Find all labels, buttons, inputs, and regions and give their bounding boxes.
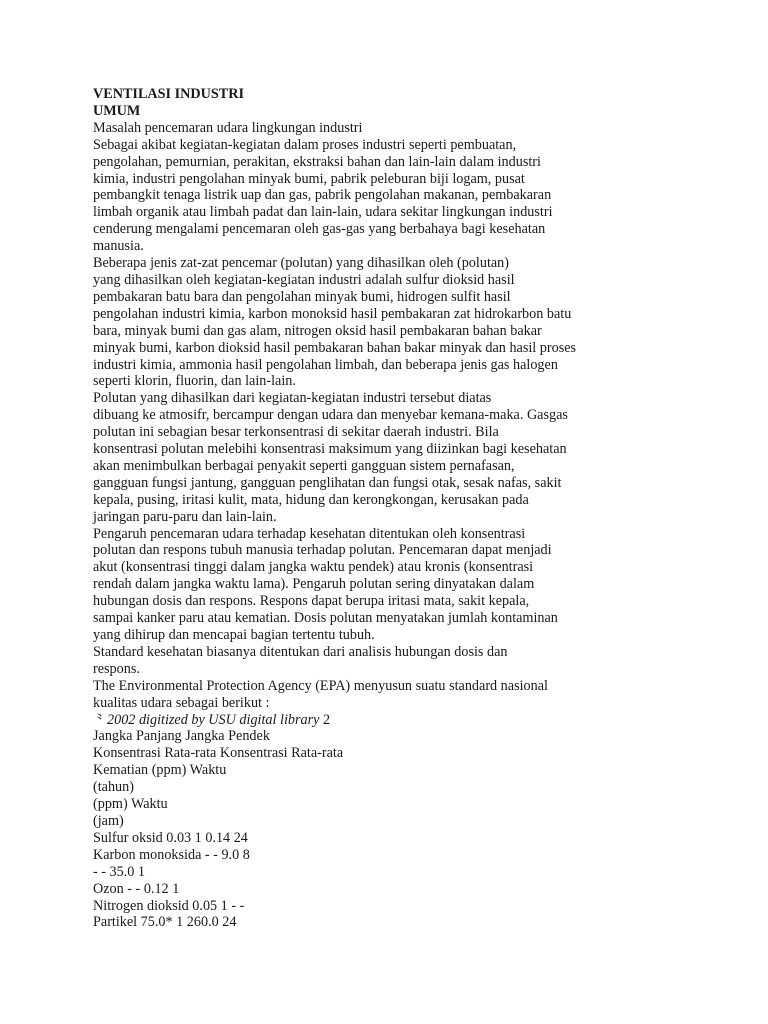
text-line: The Environmental Protection Agency (EPA) menyusun suatu standard nasional <box>93 677 548 694</box>
table-line: Konsentrasi Rata-rata Konsentrasi Rata-rata <box>93 745 344 762</box>
text-line: gangguan fungsi jantung, gangguan penglihatan dan fungsi otak, sesak nafas, sakit <box>93 474 562 491</box>
text-line: Sebagai akibat kegiatan-kegiatan dalam proses industri seperti pembuatan, <box>93 136 517 153</box>
text-line: limbah organik atau limbah padat dan lain-lain, udara sekitar lingkungan industri <box>93 204 553 221</box>
text-line: konsentrasi polutan melebihi konsentrasi maksimum yang diizinkan bagi kesehatan <box>93 441 567 458</box>
text-line: hubungan dosis dan respons. Respons dapat berupa iritasi mata, sakit kepala, <box>93 593 530 610</box>
paragraph <box>93 255 653 390</box>
page-number: 2 <box>322 711 331 728</box>
table-line: Karbon monoksida - - 9.0 8 <box>93 846 250 863</box>
standards-table <box>93 728 653 931</box>
table-line: Kematian (ppm) Waktu <box>93 762 227 779</box>
text-line: Beberapa jenis zat-zat pencemar (polutan) yang dihasilkan oleh (polutan) <box>93 255 509 272</box>
table-line: - - 35.0 1 <box>93 863 146 880</box>
text-line: akan menimbulkan berbagai penyakit seperti gangguan sistem pernafasan, <box>93 457 515 474</box>
table-line: Sulfur oksid 0.03 1 0.14 24 <box>93 829 248 846</box>
text-line: rendah dalam jangka waktu lama). Pengaruh polutan sering dinyatakan dalam <box>93 576 535 593</box>
text-line: manusia. <box>93 238 144 255</box>
table-line: (jam) <box>93 812 124 829</box>
text-line: respons. <box>93 660 140 677</box>
document-title: VENTILASI INDUSTRI <box>93 86 244 102</box>
text-line: akut (konsentrasi tinggi dalam jangka waktu pendek) atau kronis (konsentrasi <box>93 559 534 576</box>
text-line: cenderung mengalami pencemaran oleh gas-gas yang berbahaya bagi kesehatan <box>93 221 546 238</box>
text-line: Polutan yang dihasilkan dari kegiatan-kegiatan industri tersebut diatas <box>93 390 492 407</box>
text-line: Pengaruh pencemaran udara terhadap kesehatan ditentukan oleh konsentrasi <box>93 525 526 542</box>
text-line: industri kimia, ammonia hasil pengolahan limbah, dan beberapa jenis gas halogen <box>93 356 558 373</box>
paragraph <box>93 644 653 678</box>
table-line: Jangka Panjang Jangka Pendek <box>93 728 270 745</box>
table-line: (tahun) <box>93 779 134 796</box>
text-line: kimia, industri pengolahan minyak bumi, pabrik peleburan biji logam, pusat <box>93 170 525 187</box>
text-line: minyak bumi, karbon dioksid hasil pembakaran bahan bakar minyak dan hasil proses <box>93 339 577 356</box>
text-line: bara, minyak bumi dan gas alam, nitrogen oksid hasil pembakaran bahan bakar <box>93 322 542 339</box>
section-heading: UMUM <box>93 102 141 119</box>
text-line: pembakaran batu bara dan pengolahan minyak bumi, hidrogen sulfit hasil <box>93 288 511 305</box>
text-line: kepala, pusing, iritasi kulit, mata, hidung dan kerongkongan, kerusakan pada <box>93 491 529 508</box>
paragraph <box>93 120 653 255</box>
table-line: Nitrogen dioksid 0.05 1 - - <box>93 897 245 914</box>
text-line: sampai kanker paru atau kematian. Dosis polutan menyatakan jumlah kontaminan <box>93 610 558 627</box>
footer-text: 2002 digitized by USU digital library <box>107 711 320 728</box>
text-line: pengolahan, pemurnian, perakitan, ekstraksi bahan dan lain-lain dalam industri <box>93 153 541 170</box>
text-line: jaringan paru-paru dan lain-lain. <box>93 508 277 525</box>
text-line: pengolahan industri kimia, karbon monoksid hasil pembakaran zat hidrokarbon batu <box>93 305 572 322</box>
text-line: yang dihirup dan mencapai bagian tertentu tubuh. <box>93 627 375 643</box>
table-line: Partikel 75.0* 1 260.0 24 <box>93 914 237 931</box>
paragraph <box>93 526 653 644</box>
paragraph <box>93 678 653 712</box>
text-line: yang dihasilkan oleh kegiatan-kegiatan industri adalah sulfur dioksid hasil <box>93 271 515 288</box>
text-line: seperti klorin, fluorin, dan lain-lain. <box>93 373 296 390</box>
document-page <box>93 86 653 931</box>
text-line: Standard kesehatan biasanya ditentukan dari analisis hubungan dosis dan <box>93 643 508 660</box>
text-line: polutan ini sebagian besar terkonsentrasi di sekitar daerah industri. Bila <box>93 424 499 441</box>
text-line: pembangkit tenaga listrik uap dan gas, pabrik pengolahan makanan, pembakaran <box>93 187 552 204</box>
text-line: polutan dan respons tubuh manusia terhadap polutan. Pencemaran dapat menjadi <box>93 542 552 559</box>
library-logo-icon: ⺀ <box>93 711 107 727</box>
table-line: (ppm) Waktu <box>93 796 168 813</box>
table-line: Ozon - - 0.12 1 <box>93 880 180 897</box>
text-line: kualitas udara sebagai berikut : <box>93 694 270 711</box>
text-line: Masalah pencemaran udara lingkungan industri <box>93 119 363 136</box>
text-line: dibuang ke atmosifr, bercampur dengan udara dan menyebar kemana-maka. Gasgas <box>93 407 568 424</box>
digitized-footer <box>93 712 653 729</box>
paragraph <box>93 390 653 525</box>
